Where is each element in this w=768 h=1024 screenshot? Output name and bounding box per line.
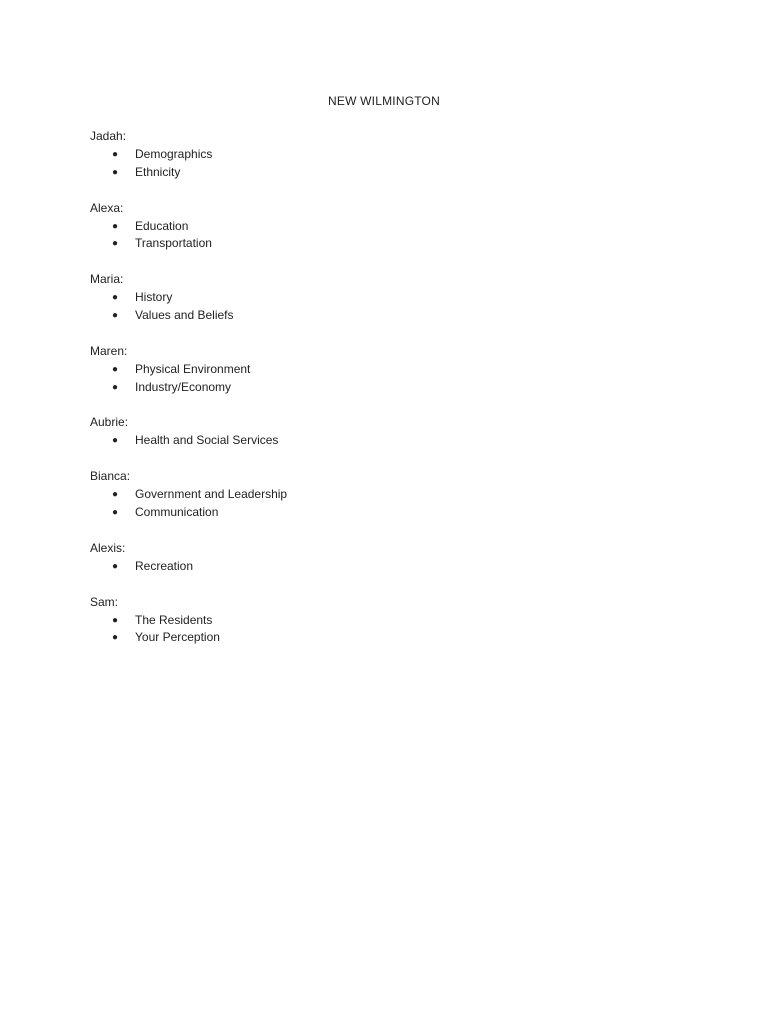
bullet-icon: ● [112,381,119,393]
section-sam [90,594,690,648]
list-item [90,558,690,576]
bullet-icon: ● [112,560,119,572]
bullet-icon: ● [112,632,119,644]
list-item [90,218,690,236]
topic-label: The Residents [135,612,213,627]
bullet-icon: ● [112,166,119,178]
document-title: NEW WILMINGTON [328,94,440,108]
topic-label: Government and Leadership [135,487,288,502]
bullet-icon: ● [112,292,119,304]
topic-list [90,289,690,325]
list-item [90,432,690,450]
topic-label: Recreation [135,558,194,573]
section-aubrie [90,414,690,450]
bullet-icon: ● [112,489,119,501]
topic-list [90,558,690,576]
section-bianca [90,468,690,522]
list-item [90,612,690,630]
bullet-icon: ● [112,149,119,160]
bullet-icon: ● [112,309,119,321]
list-item [90,504,690,522]
topic-label: Your Perception [135,630,220,645]
section-name: Alexis: [90,540,126,555]
assignment-list [90,128,690,665]
list-item [90,164,690,182]
bullet-icon: ● [112,435,119,447]
list-item [90,235,690,253]
topic-list [90,218,690,254]
topic-label: Values and Beliefs [135,307,234,322]
topic-list [90,146,690,182]
bullet-icon: ● [112,220,119,232]
list-item [90,146,690,164]
section-name: Bianca: [90,469,131,484]
bullet-icon: ● [112,614,119,626]
section-name: Maria: [90,272,124,287]
section-name: Aubrie: [90,415,129,430]
list-item [90,629,690,647]
bullet-icon: ● [112,238,119,250]
section-jadah [90,128,690,182]
topic-label: Ethnicity [135,164,181,179]
topic-label: History [135,290,173,305]
topic-list [90,486,690,522]
topic-label: Transportation [135,236,212,251]
topic-list [90,432,690,450]
section-name: Jadah: [90,129,127,143]
section-alexa [90,200,690,254]
topic-label: Education [135,218,189,233]
topic-label: Health and Social Services [135,433,279,448]
list-item [90,361,690,379]
section-maria [90,271,690,325]
bullet-icon: ● [112,506,119,518]
topic-label: Physical Environment [135,361,251,376]
list-item [90,289,690,307]
list-item [90,486,690,504]
section-name: Sam: [90,594,119,609]
section-maren [90,343,690,397]
list-item [90,307,690,325]
section-alexis [90,540,690,576]
bullet-icon: ● [112,363,119,375]
topic-label: Communication [135,504,219,519]
topic-list [90,612,690,648]
section-name: Alexa: [90,200,124,215]
topic-list [90,361,690,397]
section-name: Maren: [90,343,128,358]
topic-label: Demographics [135,147,213,161]
list-item [90,379,690,397]
topic-label: Industry/Economy [135,379,232,394]
